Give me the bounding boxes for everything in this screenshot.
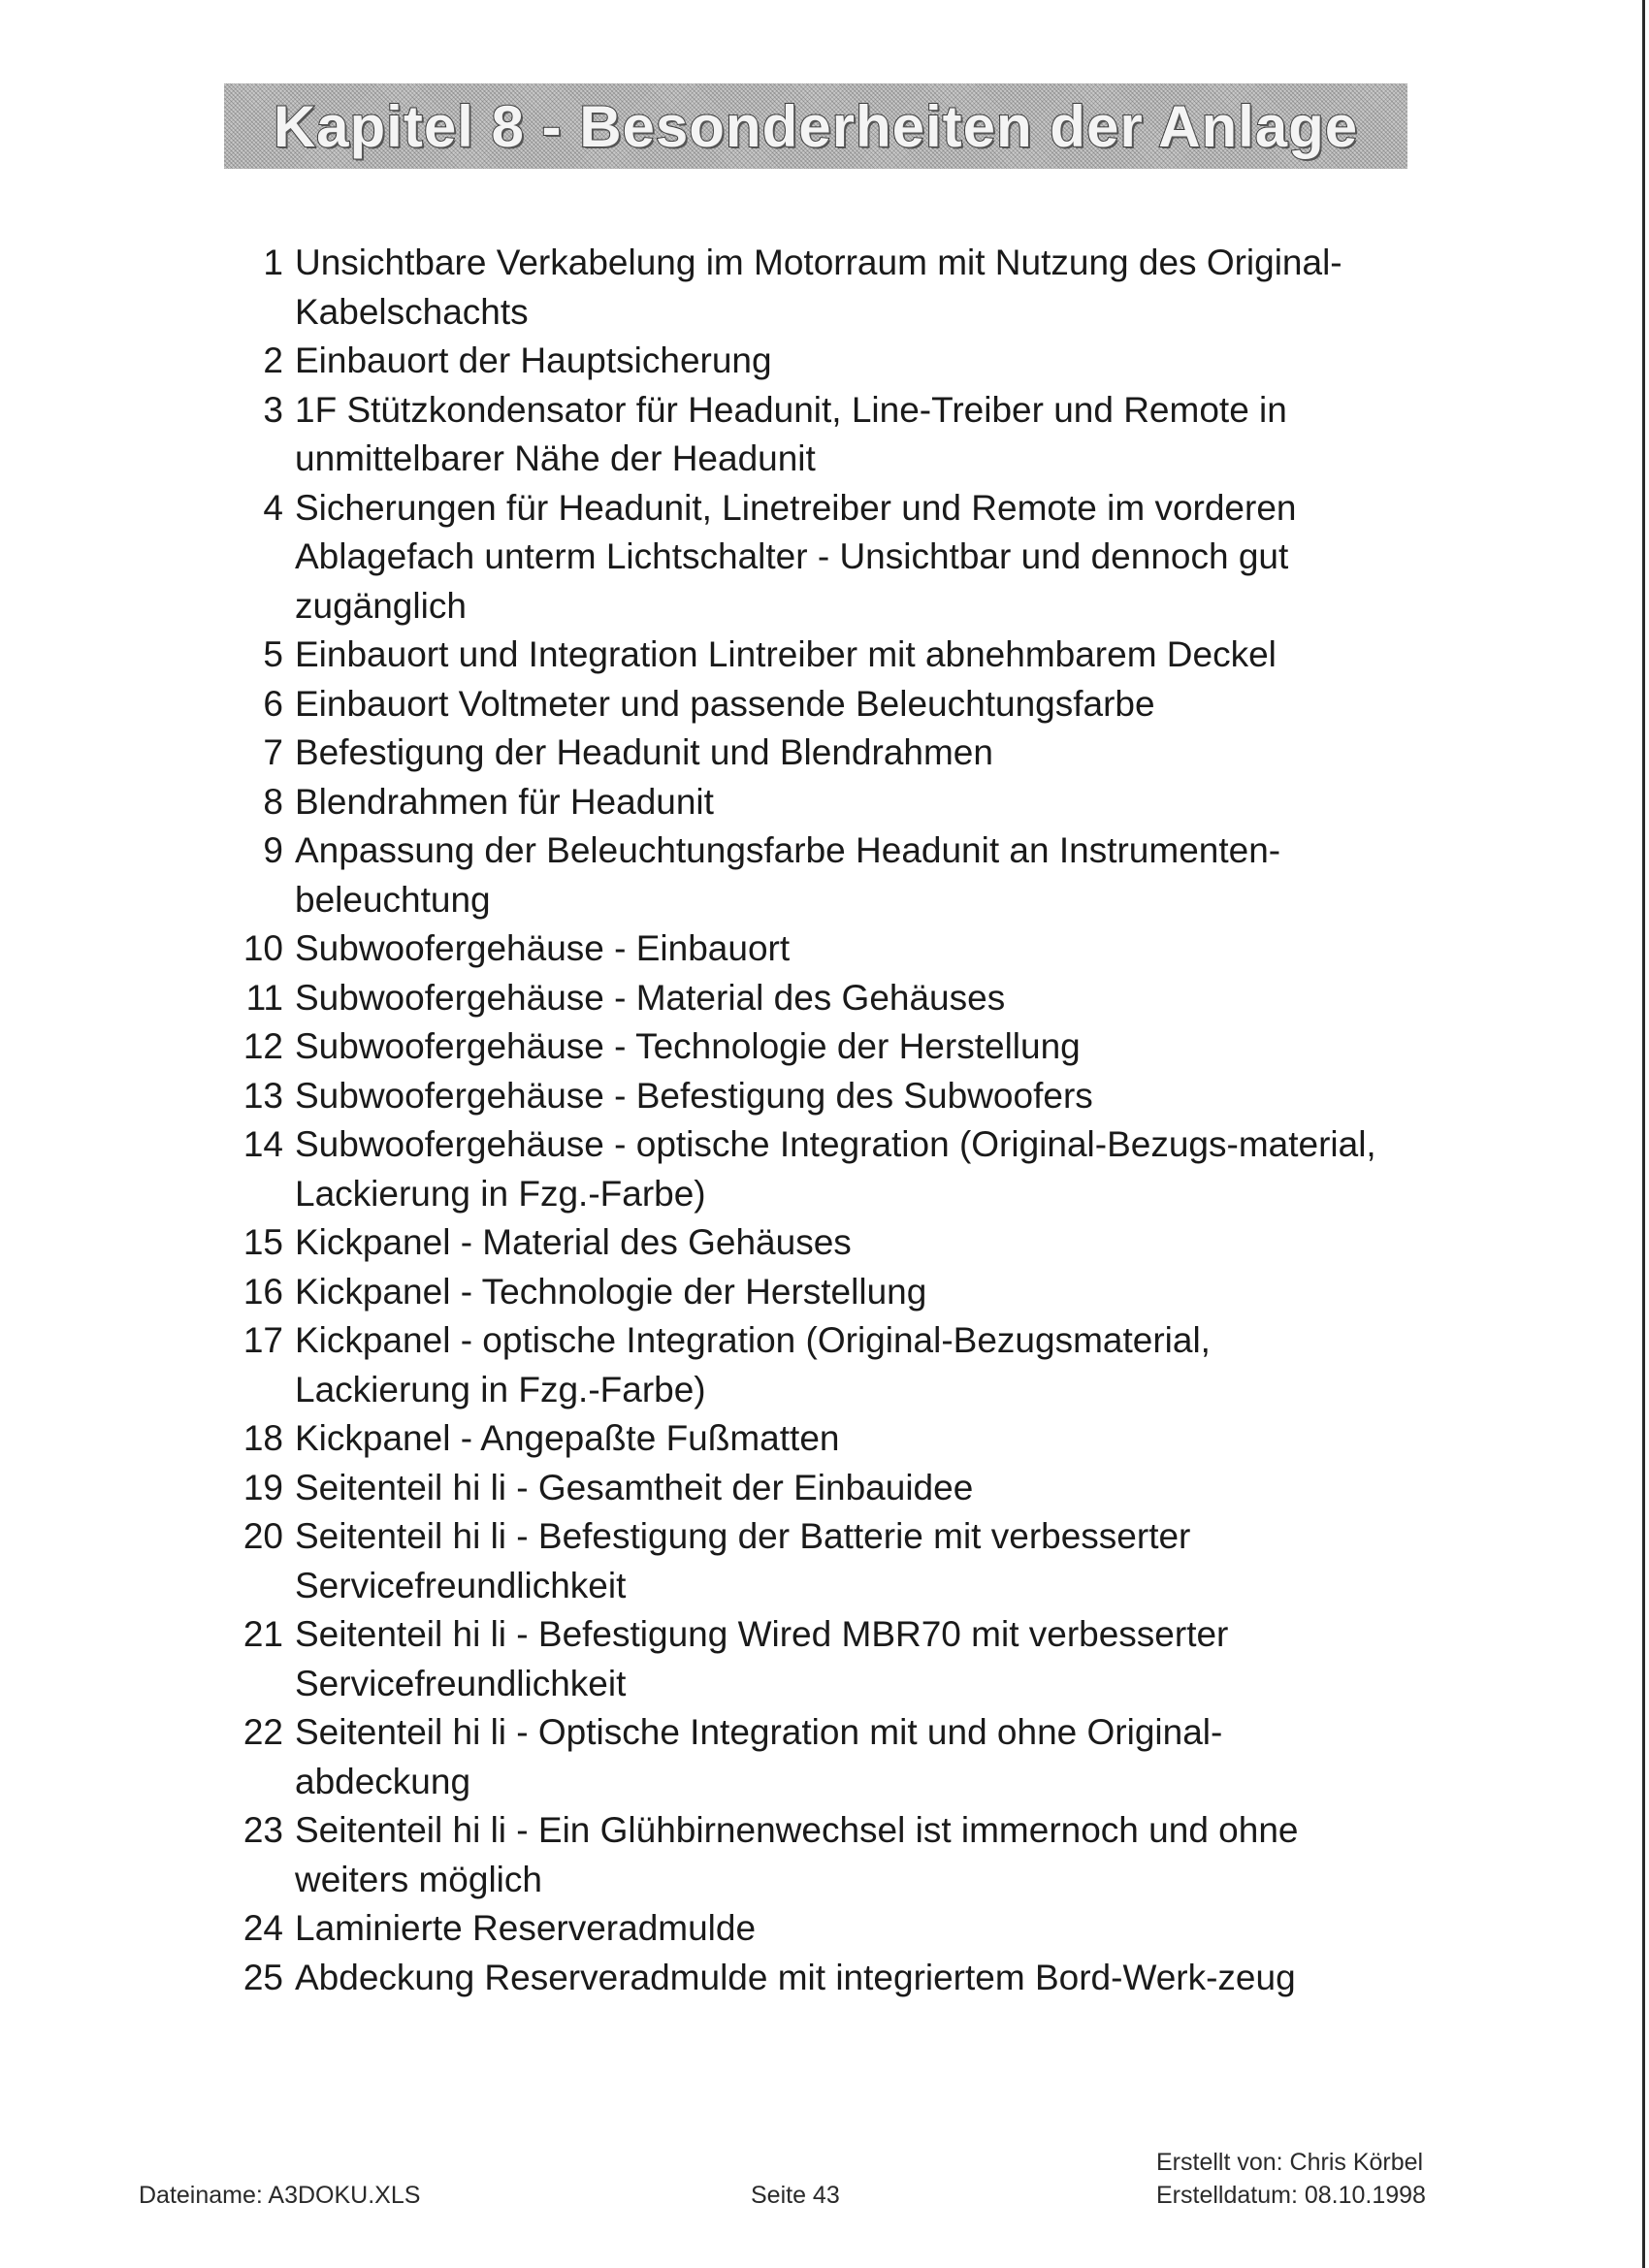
list-item-text: Einbauort Voltmeter und passende Beleuchtungsfarbe: [295, 683, 1155, 724]
list-item: [223, 239, 1387, 337]
list-item-text: Kickpanel - Angepaßte Fußmatten: [295, 1418, 840, 1458]
list-item: [223, 1022, 1387, 1072]
list-item: [223, 974, 1387, 1023]
list-item-text: Seitenteil hi li - Ein Glühbirnenwechsel ist immernoch und ohne weiters möglich: [295, 1810, 1299, 1899]
chapter-title-banner: [224, 83, 1407, 169]
list-item-text: Blendrahmen für Headunit: [295, 781, 714, 822]
list-item: [223, 1268, 1387, 1317]
list-item: [223, 631, 1387, 680]
list-item-text: Sicherungen für Headunit, Linetreiber und Remote im vorderen Ablagefach unterm Lichtschalter - Unsichtbar und dennoch gut zugänglich: [295, 487, 1297, 626]
list-item: [223, 924, 1387, 974]
footer-filename: Dateiname: A3DOKU.XLS: [139, 2182, 421, 2209]
list-item-text: Seitenteil hi li - Befestigung Wired MBR70 mit verbesserter Servicefreundlichkeit: [295, 1614, 1229, 1703]
list-item-number: 17: [242, 1320, 283, 1360]
list-item-number: 12: [242, 1026, 283, 1066]
list-item: [223, 1904, 1387, 1954]
list-item-number: 11: [245, 977, 283, 1018]
list-item-text: Kickpanel - optische Integration (Original-Bezugsmaterial, Lackierung in Fzg.-Farbe): [295, 1320, 1211, 1409]
list-item: [223, 1610, 1387, 1708]
list-item: [223, 1316, 1387, 1414]
list-item-text: Seitenteil hi li - Gesamtheit der Einbauidee: [295, 1467, 974, 1507]
list-item-text: Anpassung der Beleuchtungsfarbe Headunit an Instrumenten-beleuchtung: [295, 830, 1281, 920]
footer-author: Erstellt von: Chris Körbel: [1156, 2149, 1424, 2176]
list-item-text: Subwoofergehäuse - Material des Gehäuses: [295, 977, 1006, 1018]
list-item-number: 10: [242, 928, 283, 968]
list-item-number: 8: [263, 781, 283, 822]
list-item-number: 1: [263, 243, 283, 282]
list-item-text: Seitenteil hi li - Befestigung der Batterie mit verbesserter Servicefreundlichkeit: [295, 1516, 1191, 1605]
list-item-number: 13: [242, 1075, 283, 1116]
list-item-number: 7: [263, 732, 283, 772]
list-item: [223, 1464, 1387, 1513]
feature-list: [223, 239, 1387, 2002]
list-item-number: 21: [242, 1614, 283, 1654]
list-item: [223, 778, 1387, 827]
list-item-number: 18: [242, 1418, 283, 1458]
list-item: [223, 484, 1387, 632]
footer-author-block: [1156, 2146, 1426, 2212]
list-item-number: 3: [263, 389, 283, 430]
list-item-number: 16: [242, 1271, 283, 1312]
list-item-number: 4: [263, 487, 283, 528]
list-item: [223, 729, 1387, 778]
list-item-text: Subwoofergehäuse - Befestigung des Subwoofers: [295, 1075, 1093, 1116]
list-item-number: 15: [242, 1222, 283, 1262]
list-item-text: Laminierte Reserveradmulde: [295, 1908, 757, 1948]
list-item-text: Subwoofergehäuse - optische Integration (Original-Bezugs-material, Lackierung in Fzg.-Farbe): [295, 1124, 1376, 1214]
list-item: [223, 1954, 1387, 2003]
list-item: [223, 826, 1387, 924]
list-item: [223, 1708, 1387, 1806]
list-item-text: Befestigung der Headunit und Blendrahmen: [295, 732, 993, 772]
list-item-text: Kickpanel - Technologie der Herstellung: [295, 1271, 927, 1312]
chapter-title: Kapitel 8 - Besonderheiten der Anlage: [273, 93, 1359, 159]
list-item-text: Seitenteil hi li - Optische Integration mit und ohne Original-abdeckung: [295, 1712, 1223, 1801]
list-item-number: 19: [242, 1467, 283, 1507]
list-item-text: 1F Stützkondensator für Headunit, Line-Treiber und Remote in unmittelbarer Nähe der Headunit: [295, 389, 1287, 478]
list-item-number: 6: [263, 683, 283, 724]
list-item-text: Abdeckung Reserveradmulde mit integriertem Bord-Werk-zeug: [295, 1957, 1296, 1997]
list-item-text: Subwoofergehäuse - Einbauort: [295, 928, 791, 968]
list-item-number: 5: [263, 634, 283, 674]
list-item-number: 9: [263, 830, 283, 870]
list-item-text: Einbauort und Integration Lintreiber mit abnehmbarem Deckel: [295, 634, 1277, 674]
list-item-text: Kickpanel - Material des Gehäuses: [295, 1222, 852, 1262]
list-item-number: 22: [242, 1712, 283, 1752]
page-edge-line: [1642, 0, 1645, 2268]
list-item: [223, 1806, 1387, 1904]
list-item: [223, 1414, 1387, 1464]
list-item: [223, 1120, 1387, 1218]
list-item-number: 25: [242, 1957, 283, 1997]
list-item-number: 23: [242, 1810, 283, 1850]
list-item-number: 24: [242, 1908, 283, 1948]
list-item-text: Unsichtbare Verkabelung im Motorraum mit Nutzung des Original-Kabelschachts: [295, 243, 1342, 332]
list-item: [223, 1072, 1387, 1121]
list-item: [223, 386, 1387, 484]
list-item: [223, 1218, 1387, 1268]
list-item-number: 20: [242, 1516, 283, 1556]
footer-page-number: Seite 43: [751, 2182, 840, 2209]
list-item: [223, 1512, 1387, 1610]
list-item-text: Subwoofergehäuse - Technologie der Herstellung: [295, 1026, 1081, 1066]
list-item: [223, 337, 1387, 386]
footer-date: Erstelldatum: 08.10.1998: [1156, 2182, 1426, 2209]
list-item-number: 2: [263, 340, 283, 380]
list-item: [223, 680, 1387, 729]
list-item-number: 14: [242, 1124, 283, 1164]
list-item-text: Einbauort der Hauptsicherung: [295, 340, 772, 380]
